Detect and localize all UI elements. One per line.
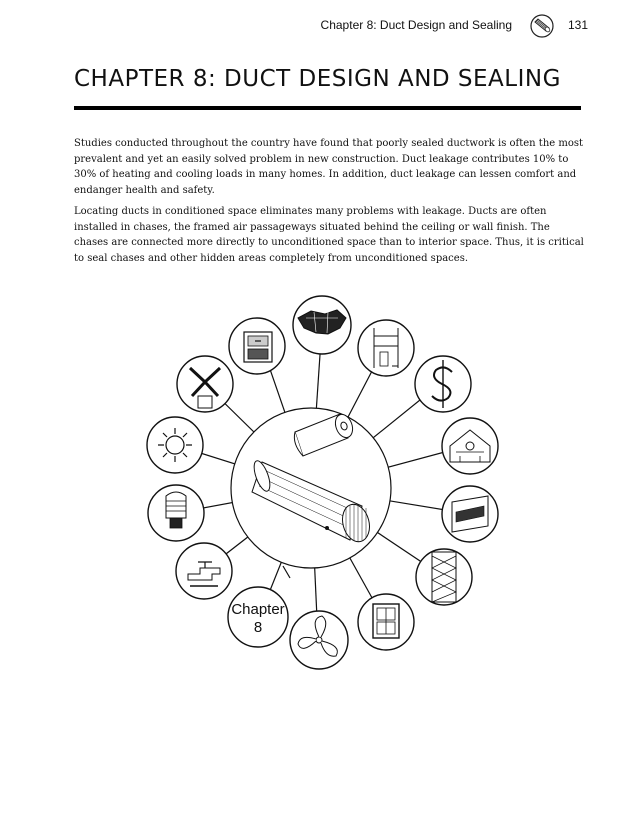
fan-icon [290,611,348,669]
faucet-icon [176,543,232,599]
window-icon [358,594,414,650]
insulation-batt-icon [416,549,472,605]
page-number: 131 [568,18,589,32]
file-cabinet-icon [229,318,285,374]
chapter-label-line2: 8 [253,619,263,636]
body-paragraph-2: Locating ducts in conditioned space eliminates many problems with leakage. Ducts are often installed in chases, the framed air passageways situated behind the ceiling or wall finish. The chases are connected more directly to unconditioned space than to interior space. Thus, it is critical to seal chases and other hidden areas completely from unconditioned spaces. [74,206,584,264]
windmill-icon [177,356,233,412]
chapter-title: CHAPTER 8: DUCT DESIGN AND SEALING [74,66,561,92]
us-map-icon [293,296,351,354]
house-section-icon [442,418,498,474]
running-title: Chapter 8: Duct Design and Sealing [320,18,512,32]
dollar-sign-icon [415,356,471,412]
wall-framing-icon [358,320,414,376]
chapter-label-line1: Chapter [231,601,285,618]
light-bulb-icon [148,485,204,541]
wall-panel-icon [442,486,498,542]
sun-icon [147,417,203,473]
body-paragraph-1: Studies conducted throughout the country have found that poorly sealed ductwork is often the most prevalent and yet an easily solved problem in new construction. Duct leakage contributes 10% to 30% of heating and cooling loads in many homes. In addition, duct leakage can lessen comfort and endanger health and safety. [74,138,584,196]
